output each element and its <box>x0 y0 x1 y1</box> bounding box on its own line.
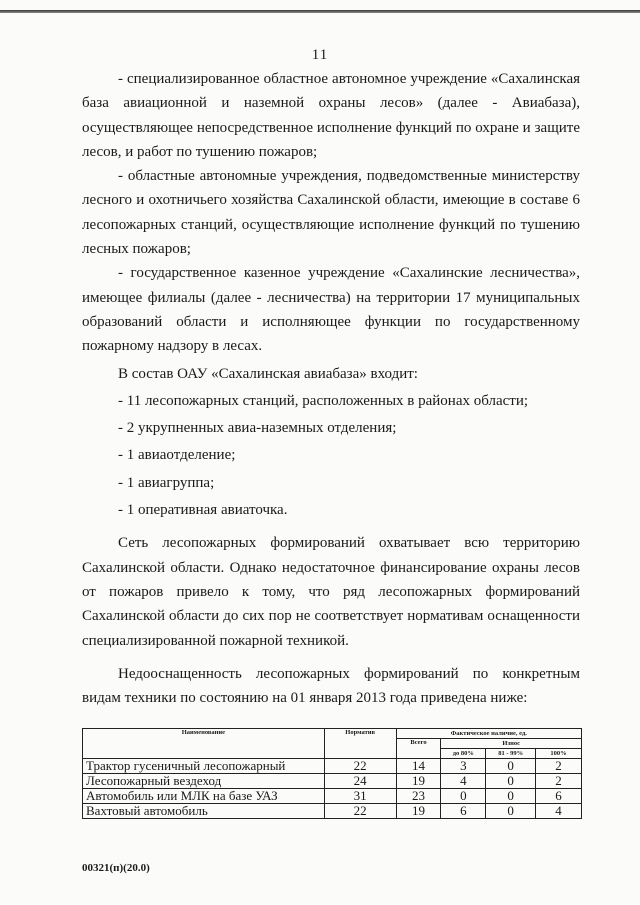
list-item: - 1 авиаотделение; <box>118 447 236 464</box>
cell-total: 14 <box>396 759 441 774</box>
list-item: - 1 оперативная авиаточка. <box>118 502 288 519</box>
paragraph-regional-institutions: - областные автономные учреждения, подведомственные министерству лесного и охотничьего хозяйства Сахалинской области, имеющие в составе 6 лесопожарных станций, осуществляющие исполнение функций по тушению лесных пожаров; <box>82 168 580 258</box>
cell-name: Вахтовый автомобиль <box>83 804 325 819</box>
cell-norm: 24 <box>324 774 396 789</box>
header-wear-up-to-80: до 80% <box>441 749 486 759</box>
cell-w1: 4 <box>441 774 486 789</box>
cell-w2: 0 <box>486 774 536 789</box>
header-wear-81-99: 81 - 99% <box>486 749 536 759</box>
cell-name: Трактор гусеничный лесопожарный <box>83 759 325 774</box>
cell-total: 19 <box>396 804 441 819</box>
list-item: - 2 укрупненных авиа-наземных отделения; <box>118 420 397 437</box>
header-wear-100: 100% <box>536 749 582 759</box>
scan-top-rule <box>0 10 640 13</box>
cell-w2: 0 <box>486 759 536 774</box>
cell-total: 23 <box>396 789 441 804</box>
paragraph-composition-intro: В состав ОАУ «Сахалинская авиабаза» входит: <box>118 365 418 382</box>
cell-w1: 3 <box>441 759 486 774</box>
paragraph-forestries: - государственное казенное учреждение «Сахалинские лесничества», имеющее филиалы (далее - лесничества) на территории 17 муниципальных образований области и исполняющее функции по государственному пожарному надзору в лесах. <box>82 265 580 355</box>
table-row <box>83 804 582 819</box>
cell-w2: 0 <box>486 804 536 819</box>
table-row <box>83 789 582 804</box>
cell-w3: 6 <box>536 789 582 804</box>
equipment-table-body <box>83 759 582 819</box>
list-item: - 1 авиагруппа; <box>118 474 215 491</box>
document-body <box>82 67 580 710</box>
paragraph-aviabaza: - специализированное областное автономное учреждение «Сахалинская база авиационной и наземной охраны лесов» (далее - Авиабаза), осуществляющее непосредственное исполнение функций по охране и защите лесов, и работ по тушению пожаров; <box>82 71 580 160</box>
document-code: 00321(п)(20.0) <box>82 862 150 874</box>
cell-w3: 4 <box>536 804 582 819</box>
cell-w1: 0 <box>441 789 486 804</box>
paragraph-network-coverage: Сеть лесопожарных формирований охватывает всю территорию Сахалинской области. Однако недостаточное финансирование охраны лесов от пожаров привело к тому, что ряд лесопожарных формирований Сахалинской области до сих пор не соответствует нормативам оснащенности специализированной пожарной техникой. <box>82 535 580 649</box>
cell-norm: 31 <box>324 789 396 804</box>
header-total: Всего <box>396 739 441 759</box>
cell-name: Автомобиль или МЛК на базе УАЗ <box>83 789 325 804</box>
cell-w1: 6 <box>441 804 486 819</box>
cell-total: 19 <box>396 774 441 789</box>
table-row <box>83 774 582 789</box>
cell-w3: 2 <box>536 759 582 774</box>
cell-name: Лесопожарный вездеход <box>83 774 325 789</box>
cell-norm: 22 <box>324 759 396 774</box>
cell-w2: 0 <box>486 789 536 804</box>
equipment-table <box>82 728 582 819</box>
table-row <box>83 759 582 774</box>
header-actual: Фактическое наличие, ед. <box>396 729 581 739</box>
page-number: 11 <box>311 47 329 63</box>
cell-norm: 22 <box>324 804 396 819</box>
header-name: Наименование <box>83 729 325 759</box>
header-wear: Износ <box>441 739 582 749</box>
cell-w3: 2 <box>536 774 582 789</box>
header-norm: Норматив <box>324 729 396 759</box>
paragraph-table-intro: Недооснащенность лесопожарных формирований по конкретным видам техники по состоянию на 01 января 2013 года приведена ниже: <box>82 665 580 707</box>
list-item: - 11 лесопожарных станций, расположенных в районах области; <box>118 392 529 409</box>
